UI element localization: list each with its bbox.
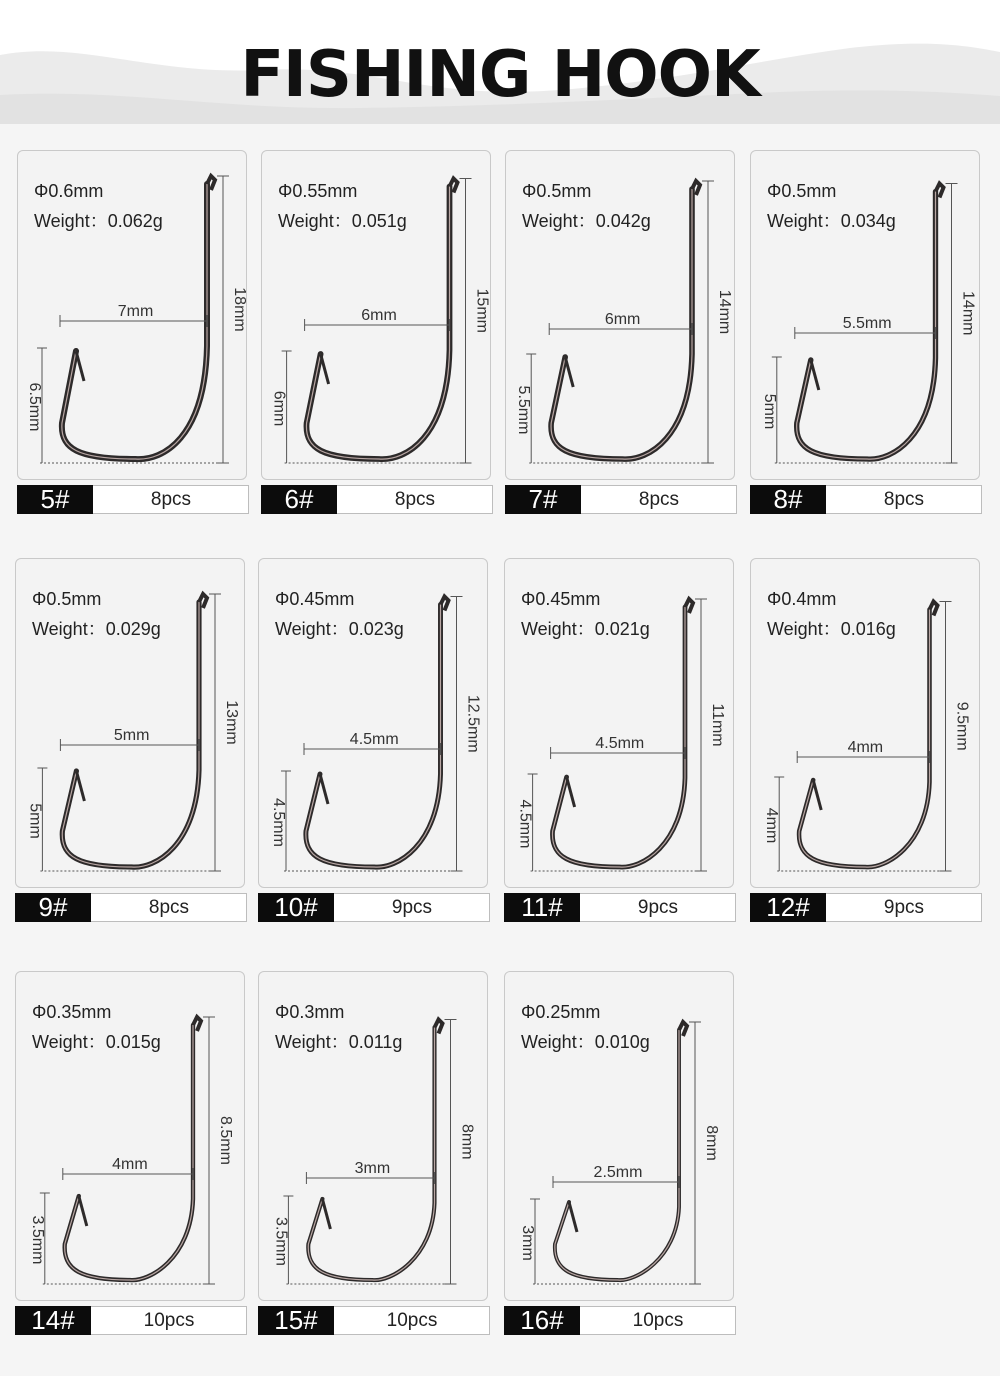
hook-diagram — [505, 559, 735, 889]
hook-weight: Weight：0.042g — [522, 211, 651, 231]
hook-shape — [799, 602, 937, 868]
hook-card — [504, 971, 734, 1301]
hook-size-tag: 14# — [15, 1306, 91, 1335]
hook-weight: Weight：0.062g — [34, 211, 163, 231]
gap-label: 6mm — [361, 307, 397, 324]
hook-label-bar — [15, 893, 247, 922]
hook-size-tag: 16# — [504, 1306, 580, 1335]
hook-card — [750, 150, 980, 480]
hook-size-tag: 15# — [258, 1306, 334, 1335]
hook-label-bar — [15, 1306, 247, 1335]
hook-label-bar — [258, 1306, 490, 1335]
hook-weight: Weight：0.011g — [275, 1032, 403, 1052]
hook-weight: Weight：0.034g — [767, 211, 896, 231]
hook-diagram — [16, 559, 246, 889]
gap-label: 2.5mm — [593, 1164, 643, 1181]
hook-quantity: 10pcs — [143, 1310, 195, 1331]
barb-label: 5.5mm — [515, 385, 533, 435]
barb-label: 6mm — [270, 390, 288, 427]
gap-label: 4mm — [112, 1156, 148, 1173]
barb-label: 3.5mm — [272, 1217, 290, 1266]
gap-label: 5.5mm — [842, 315, 892, 332]
hook-shape — [552, 599, 693, 867]
hook-quantity: 9pcs — [883, 897, 925, 918]
hook-label-bar — [258, 893, 490, 922]
hook-diagram — [262, 151, 492, 481]
hook-size-tag: 10# — [258, 893, 334, 922]
hook-quantity: 8pcs — [638, 489, 680, 510]
length-label: 8mm — [458, 1123, 476, 1160]
header-banner — [0, 0, 1000, 124]
hook-card — [261, 150, 491, 480]
hook-weight: Weight：0.015g — [32, 1032, 161, 1052]
hook-label-bar — [261, 485, 493, 514]
barb-label: 4.5mm — [516, 799, 534, 849]
hook-diameter: Φ0.55mm — [278, 181, 358, 201]
hook-card — [15, 558, 245, 888]
hook-size-tag: 12# — [750, 893, 826, 922]
hook-diagram — [16, 972, 246, 1302]
hook-label-bar — [17, 485, 249, 514]
length-label: 8.5mm — [217, 1116, 234, 1165]
hook-quantity: 8pcs — [394, 489, 436, 510]
hook-diameter: Φ0.5mm — [32, 589, 102, 609]
hook-diameter: Φ0.35mm — [32, 1002, 112, 1022]
hook-size-tag: 11# — [504, 893, 580, 922]
hook-weight: Weight：0.016g — [767, 619, 896, 639]
hook-diameter: Φ0.3mm — [275, 1002, 345, 1022]
hook-label-bar — [504, 893, 736, 922]
length-label: 15mm — [473, 288, 491, 333]
hook-weight: Weight：0.010g — [521, 1032, 650, 1052]
barb-label: 6.5mm — [26, 382, 43, 432]
hook-quantity: 10pcs — [386, 1310, 438, 1331]
hook-quantity: 8pcs — [148, 897, 190, 918]
length-label: 18mm — [231, 287, 248, 332]
length-label: 12.5mm — [464, 694, 482, 753]
length-label: 9.5mm — [953, 701, 971, 751]
hook-quantity: 8pcs — [883, 489, 925, 510]
barb-label: 5mm — [760, 393, 778, 430]
barb-label: 4.5mm — [270, 798, 287, 847]
length-label: 11mm — [709, 703, 726, 747]
hook-quantity: 9pcs — [637, 897, 679, 918]
hook-diameter: Φ0.6mm — [34, 181, 104, 201]
hook-size-tag: 7# — [505, 485, 581, 514]
hook-card — [258, 971, 488, 1301]
length-label: 14mm — [959, 291, 977, 336]
length-label: 13mm — [223, 700, 240, 745]
hook-diameter: Φ0.5mm — [522, 181, 592, 201]
hook-label-bar — [505, 485, 737, 514]
hook-size-tag: 9# — [15, 893, 91, 922]
hook-shape — [555, 1022, 687, 1280]
hook-shape — [308, 1020, 442, 1281]
gap-label: 5mm — [113, 727, 150, 744]
barb-label: 3.5mm — [28, 1215, 46, 1265]
hook-diagram — [506, 151, 736, 481]
gap-label: 6mm — [604, 311, 641, 328]
hook-label-bar — [750, 893, 982, 922]
hook-card — [504, 558, 734, 888]
hook-diagram — [751, 151, 981, 481]
hook-card — [258, 558, 488, 888]
hook-diagram — [259, 972, 489, 1302]
hook-diagram — [505, 972, 735, 1302]
hook-quantity: 8pcs — [150, 489, 192, 510]
hook-size-tag: 8# — [750, 485, 826, 514]
hook-diameter: Φ0.5mm — [767, 181, 837, 201]
hook-diagram — [18, 151, 248, 481]
hook-diameter: Φ0.45mm — [275, 589, 355, 609]
hook-weight: Weight：0.029g — [32, 619, 161, 639]
hook-quantity: 9pcs — [391, 897, 433, 918]
barb-label: 4mm — [763, 807, 781, 844]
hook-card — [17, 150, 247, 480]
gap-label: 4mm — [847, 739, 884, 756]
hook-quantity: 10pcs — [632, 1310, 684, 1331]
hook-label-bar — [504, 1306, 736, 1335]
hook-label-bar — [750, 485, 982, 514]
hook-size-tag: 6# — [261, 485, 337, 514]
hook-diameter: Φ0.25mm — [521, 1002, 601, 1022]
hook-card — [505, 150, 735, 480]
gap-label: 3mm — [354, 1160, 391, 1177]
barb-label: 5mm — [26, 803, 44, 839]
gap-label: 4.5mm — [595, 735, 645, 752]
hook-size-tag: 5# — [17, 485, 93, 514]
length-label: 8mm — [703, 1125, 720, 1161]
hook-weight: Weight：0.021g — [521, 619, 650, 639]
hook-weight: Weight：0.023g — [275, 619, 404, 639]
hook-diagram — [259, 559, 489, 889]
hook-weight: Weight：0.051g — [278, 211, 407, 231]
gap-label: 4.5mm — [349, 731, 399, 748]
hook-shape — [65, 1017, 201, 1280]
hook-card — [15, 971, 245, 1301]
page-title: FISHING HOOK — [240, 38, 760, 112]
hook-card — [750, 558, 980, 888]
hook-diagram — [751, 559, 981, 889]
gap-label: 7mm — [117, 303, 154, 320]
hook-diameter: Φ0.4mm — [767, 589, 837, 609]
hook-diameter: Φ0.45mm — [521, 589, 601, 609]
length-label: 14mm — [716, 289, 733, 335]
barb-label: 3mm — [519, 1225, 536, 1261]
